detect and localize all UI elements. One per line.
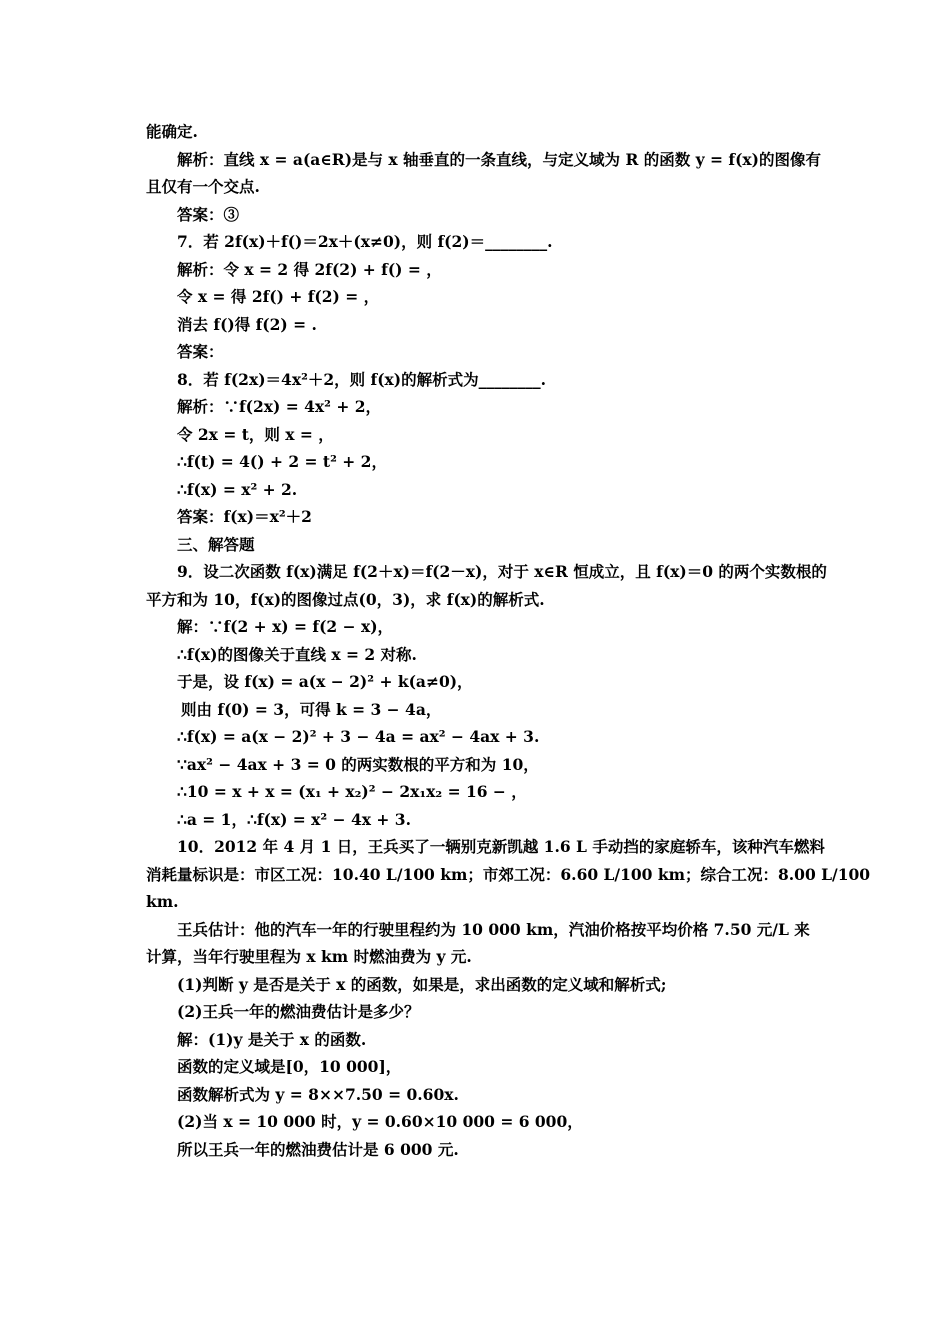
text-line: ∴10 = x + x = (x₁ + x₂)² − 2x₁x₂ = 16 − ， <box>177 782 527 801</box>
text-line: km. <box>146 892 179 911</box>
text-line: 平方和为 10，f(x)的图像过点(0，3)，求 f(x)的解析式. <box>146 590 545 609</box>
text-line: ∵ax² − 4ax + 3 = 0 的两实数根的平方和为 10， <box>177 755 539 774</box>
text-line: 解析：∵f(2x) = 4x² + 2， <box>177 397 382 416</box>
text-line: 能确定. <box>146 122 198 141</box>
text-line: 答案：f(x)＝x²＋2 <box>177 507 312 526</box>
text-line: (2)王兵一年的燃油费估计是多少？ <box>177 1002 420 1021</box>
text-line: 消去 f()得 f(2) = . <box>177 315 317 334</box>
text-line: (1)判断 y 是否是关于 x 的函数，如果是，求出函数的定义域和解析式; <box>177 975 667 994</box>
text-line: ∴f(x) = a(x − 2)² + 3 − 4a = ax² − 4ax + 3. <box>177 727 540 746</box>
text-line: 函数的定义域是[0，10 000]， <box>177 1057 402 1076</box>
text-line: 解：(1)y 是关于 x 的函数. <box>177 1030 367 1049</box>
text-line: 答案： <box>177 342 224 361</box>
text-line: ∴f(x) = x² + 2. <box>177 480 298 499</box>
text-line: 则由 f(0) = 3，可得 k = 3 − 4a， <box>181 700 442 719</box>
text-line: 令 x = 得 2f() + f(2) = ， <box>177 287 380 306</box>
text-line: 7．若 2f(x)＋f()＝2x＋(x≠0)，则 f(2)＝________. <box>177 232 553 251</box>
text-line: 函数解析式为 y = 8××7.50 = 0.60x. <box>177 1085 459 1104</box>
text-line: ∴f(x)的图像关于直线 x = 2 对称. <box>177 645 417 664</box>
text-line: 解析：直线 x = a(a∈R)是与 x 轴垂直的一条直线，与定义域为 R 的函数 y = f(x)的图像有 <box>177 150 821 169</box>
text-line: 9．设二次函数 f(x)满足 f(2＋x)＝f(2－x)，对于 x∈R 恒成立，且 f(x)＝0 的两个实数根的 <box>177 562 827 581</box>
text-line: 解析：令 x = 2 得 2f(2) + f() = ， <box>177 260 442 279</box>
text-line: (2)当 x = 10 000 时，y = 0.60×10 000 = 6 000， <box>177 1112 583 1131</box>
text-line: 答案：③ <box>177 205 240 224</box>
text-line: 8．若 f(2x)＝4x²＋2，则 f(x)的解析式为________. <box>177 370 547 389</box>
text-line: 且仅有一个交点. <box>146 177 260 196</box>
text-line: 消耗量标识是：市区工况：10.40 L/100 km；市郊工况：6.60 L/100 km；综合工况：8.00 L/100 <box>146 865 871 884</box>
text-line: 解：∵f(2 + x) = f(2 − x)， <box>177 617 394 636</box>
text-line: ∴a = 1，∴f(x) = x² − 4x + 3. <box>177 810 411 829</box>
text-line: ∴f(t) = 4() + 2 = t² + 2， <box>177 452 387 471</box>
text-line: 令 2x = t，则 x = ， <box>177 425 334 444</box>
text-line: 于是，设 f(x) = a(x − 2)² + k(a≠0)， <box>177 672 473 691</box>
section-heading: 三、解答题 <box>177 535 255 554</box>
text-line: 计算，当年行驶里程为 x km 时燃油费为 y 元. <box>146 947 472 966</box>
text-line: 10．2012 年 4 月 1 日，王兵买了一辆别克新凯越 1.6 L 手动挡的家庭轿车，该种汽车燃料 <box>177 837 825 856</box>
text-line: 王兵估计：他的汽车一年的行驶里程约为 10 000 km，汽油价格按平均价格 7.50 元/L 来 <box>177 920 810 939</box>
text-line: 所以王兵一年的燃油费估计是 6 000 元. <box>177 1140 459 1159</box>
